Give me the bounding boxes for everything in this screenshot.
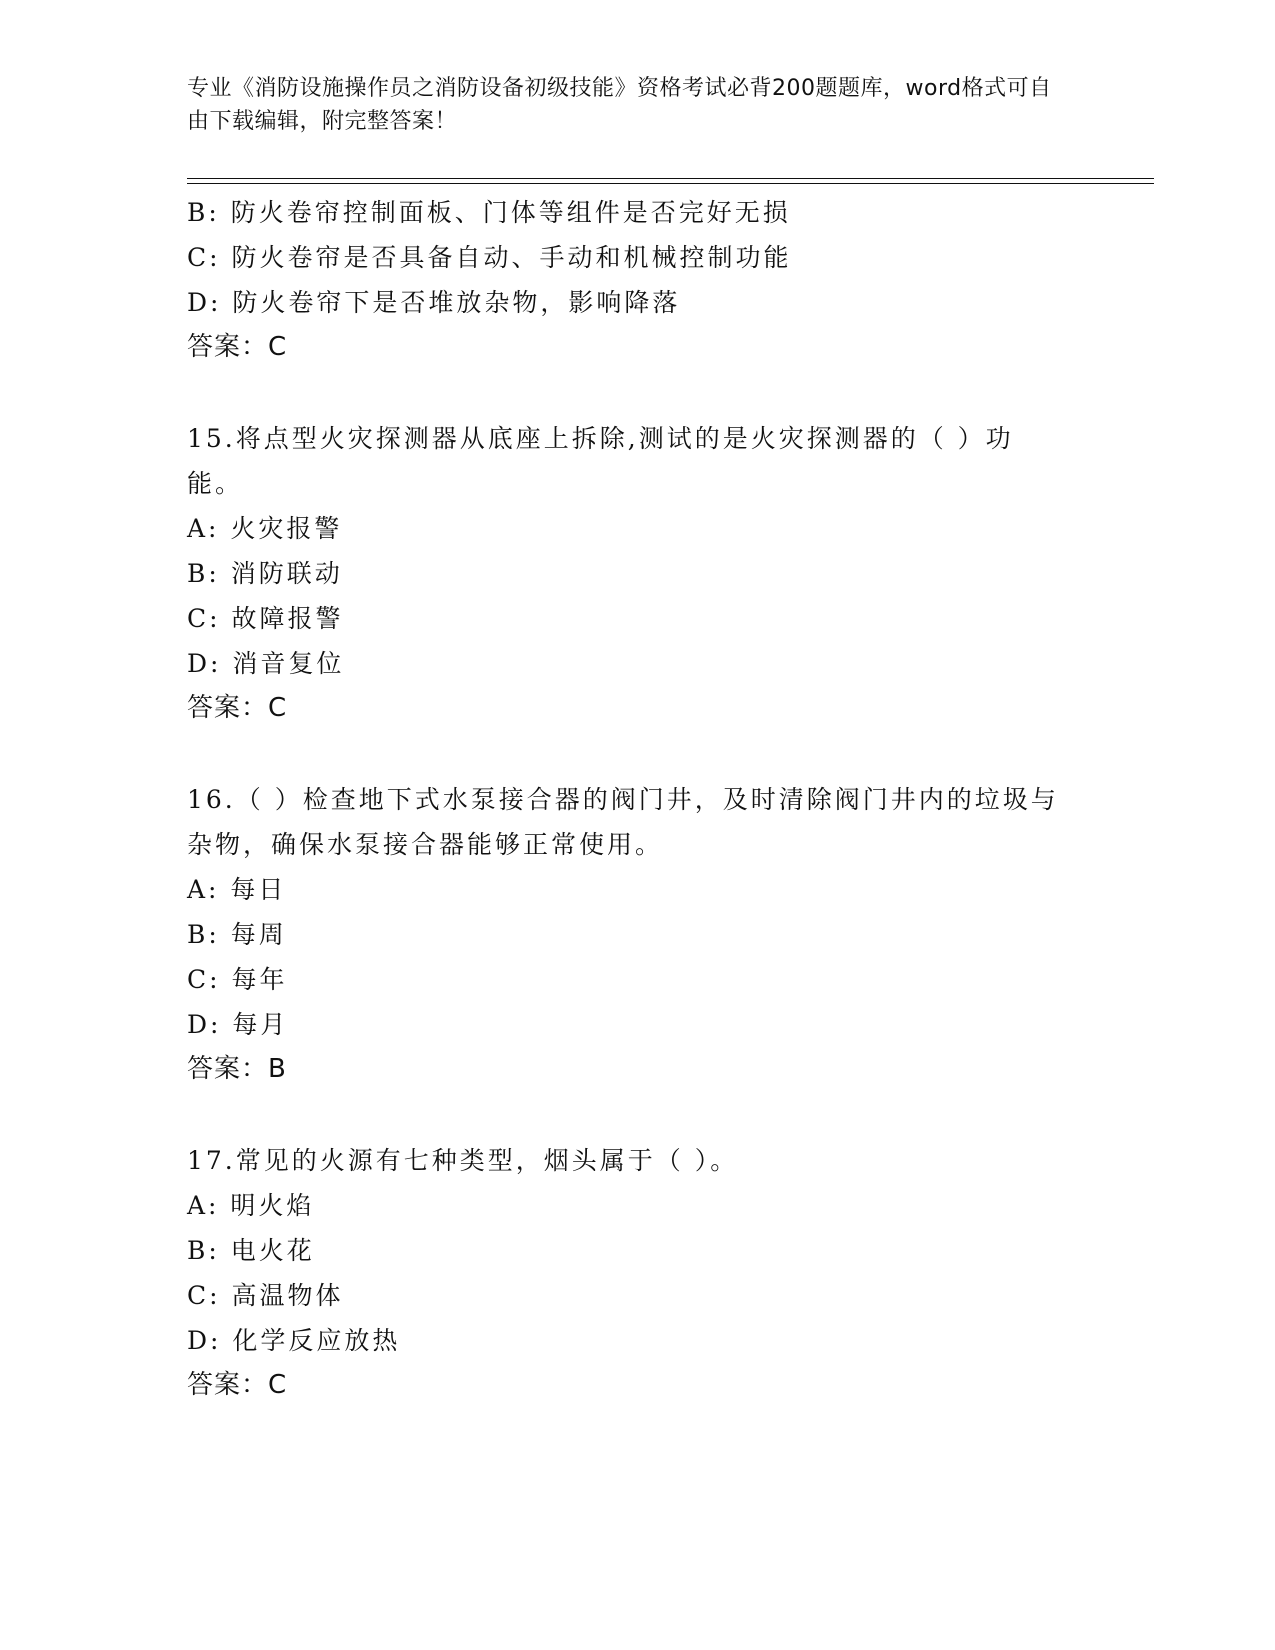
option-b: B: 每周 [187,920,287,949]
partial-question [187,190,1087,370]
document-header [187,72,1067,138]
header-text: 专业《消防设施操作员之消防设备初级技能》资格考试必背200题题库，word格式可自由下载编辑，附完整答案！ [187,76,1052,134]
question-text: 15.将点型火灾探测器从底座上拆除,测试的是火灾探测器的（ ）功能。 [187,424,1014,498]
spacer [187,370,1087,416]
option-d: D: 化学反应放热 [187,1326,401,1355]
option-d: D: 消音复位 [187,649,345,678]
option-c: C: 高温物体 [187,1281,344,1310]
option-a: A: 每日 [187,875,287,904]
answer: 答案：C [187,332,288,362]
option-b: B: 消防联动 [187,559,343,588]
question-15 [187,416,1087,731]
spacer [187,731,1087,777]
question-17 [187,1138,1087,1408]
option-a: A: 火灾报警 [187,514,343,543]
option-c: C: 防火卷帘是否具备自动、手动和机械控制功能 [187,243,792,272]
question-text: 17.常见的火源有七种类型，烟头属于（ ）。 [187,1146,739,1175]
document-body [187,190,1087,1408]
option-c: C: 故障报警 [187,604,344,633]
option-b: B: 电火花 [187,1236,315,1265]
spacer [187,1092,1087,1138]
option-b: B: 防火卷帘控制面板、门体等组件是否完好无损 [187,198,791,227]
answer: 答案：C [187,1370,288,1400]
question-text: 16.（ ）检查地下式水泵接合器的阀门井，及时清除阀门井内的垃圾与杂物，确保水泵接合器能够正常使用。 [187,785,1059,859]
answer: 答案：B [187,1054,287,1084]
option-c: C: 每年 [187,965,288,994]
option-d: D: 防火卷帘下是否堆放杂物，影响降落 [187,288,681,317]
header-divider-bottom [187,183,1154,184]
header-divider-top [187,178,1154,179]
option-d: D: 每月 [187,1010,289,1039]
answer: 答案：C [187,693,288,723]
question-16 [187,777,1087,1092]
option-a: A: 明火焰 [187,1191,315,1220]
